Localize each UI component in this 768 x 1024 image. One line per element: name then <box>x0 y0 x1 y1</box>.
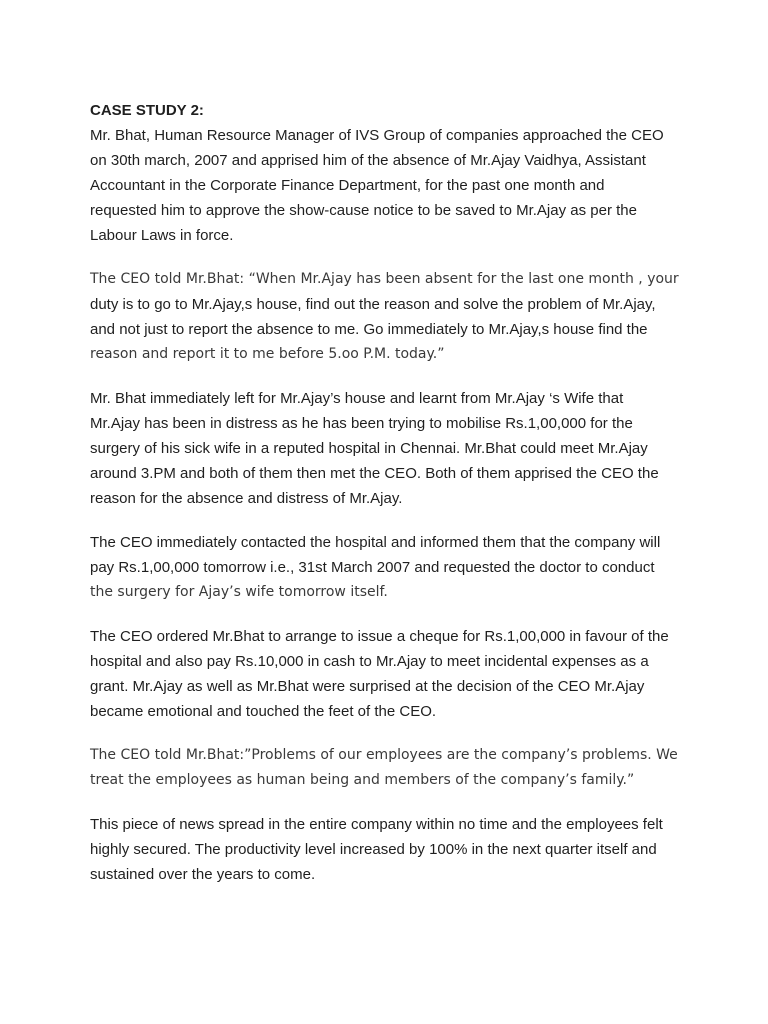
paragraph-line: The CEO told Mr.Bhat: “When Mr.Ajay has been absent for the last one month , your <box>90 271 679 287</box>
paragraph-line: treat the employees as human being and members of the company’s family.” <box>90 772 635 788</box>
paragraph-line: Labour Laws in force. <box>90 227 234 244</box>
paragraph-line: around 3.PM and both of them then met the CEO. Both of them apprised the CEO the <box>90 465 659 482</box>
case-study-heading: CASE STUDY 2: <box>90 102 204 119</box>
paragraph-line: Mr. Bhat, Human Resource Manager of IVS Group of companies approached the CEO <box>90 127 664 144</box>
paragraph-line: became emotional and touched the feet of the CEO. <box>90 703 437 720</box>
paragraph-line: surgery of his sick wife in a reputed hospital in Chennai. Mr.Bhat could meet Mr.Ajay <box>90 440 648 457</box>
paragraph-line: reason and report it to me before 5.oo P.M. today.” <box>90 346 445 362</box>
paragraph-line: highly secured. The productivity level increased by 100% in the next quarter itself and <box>90 841 657 858</box>
paragraph-line: The CEO ordered Mr.Bhat to arrange to issue a cheque for Rs.1,00,000 in favour of the <box>90 628 669 645</box>
paragraph-line: reason for the absence and distress of Mr.Ajay. <box>90 490 403 507</box>
paragraph-line: Accountant in the Corporate Finance Department, for the past one month and <box>90 177 605 194</box>
paragraph-bhat-visit <box>90 386 690 511</box>
paragraph-line: the surgery for Ajay’s wife tomorrow itself. <box>90 584 388 600</box>
document-body <box>90 98 690 906</box>
paragraph-line: grant. Mr.Ajay as well as Mr.Bhat were surprised at the decision of the CEO Mr.Ajay <box>90 678 645 695</box>
paragraph-line: duty is to go to Mr.Ajay,s house, find out the reason and solve the problem of Mr.Ajay, <box>90 296 656 313</box>
paragraph-line: pay Rs.1,00,000 tomorrow i.e., 31st March 2007 and requested the doctor to conduct <box>90 559 655 576</box>
paragraph-line: The CEO told Mr.Bhat:”Problems of our employees are the company’s problems. We <box>90 747 678 763</box>
paragraph-line: requested him to approve the show-cause notice to be saved to Mr.Ajay as per the <box>90 202 637 219</box>
paragraph-ceo-instruction <box>90 267 690 367</box>
paragraph-line: hospital and also pay Rs.10,000 in cash to Mr.Ajay to meet incidental expenses as a <box>90 653 649 670</box>
paragraph-line: Mr. Bhat immediately left for Mr.Ajay’s house and learnt from Mr.Ajay ‘s Wife that <box>90 390 624 407</box>
paragraph-line: and not just to report the absence to me. Go immediately to Mr.Ajay,s house find the <box>90 321 648 338</box>
paragraph-intro <box>90 123 690 248</box>
paragraph-hospital-contact <box>90 530 690 605</box>
paragraph-ceo-quote <box>90 743 690 793</box>
paragraph-line: The CEO immediately contacted the hospital and informed them that the company will <box>90 534 661 551</box>
paragraph-line: This piece of news spread in the entire company within no time and the employees felt <box>90 816 663 833</box>
paragraph-line: Mr.Ajay has been in distress as he has been trying to mobilise Rs.1,00,000 for the <box>90 415 633 432</box>
paragraph-outcome <box>90 812 690 887</box>
paragraph-line: on 30th march, 2007 and apprised him of the absence of Mr.Ajay Vaidhya, Assistant <box>90 152 646 169</box>
paragraph-cheque-order <box>90 624 690 724</box>
paragraph-line: sustained over the years to come. <box>90 866 316 883</box>
